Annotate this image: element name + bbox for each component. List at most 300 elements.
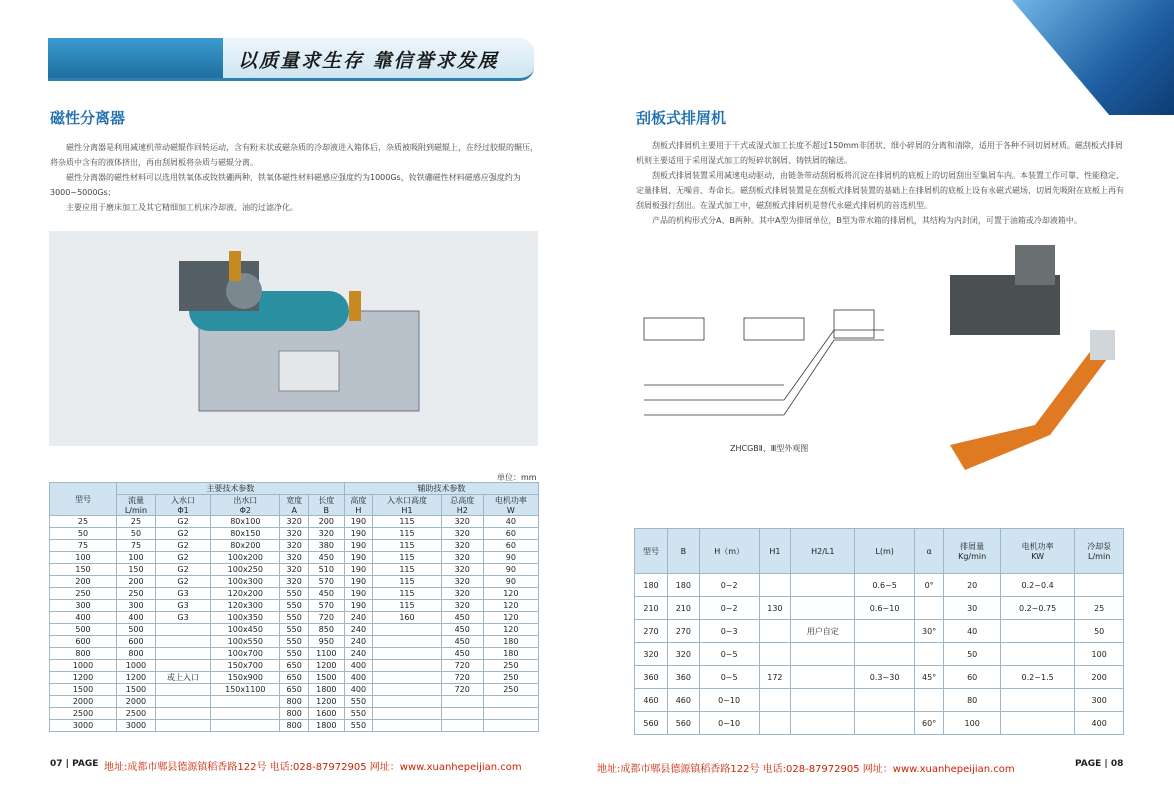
- table-cell: 80x150: [211, 528, 280, 540]
- table-row: [50, 576, 539, 588]
- table-cell: 460: [668, 689, 700, 712]
- table-cell: 400: [50, 612, 117, 624]
- table-cell: 360: [635, 666, 668, 689]
- table-cell: 50: [117, 528, 156, 540]
- table-row: [50, 636, 539, 648]
- table-cell: 600: [50, 636, 117, 648]
- column-header: L(m): [855, 529, 915, 574]
- table-cell: 250: [50, 588, 117, 600]
- table-cell: 320: [441, 516, 483, 528]
- table-cell: [155, 696, 210, 708]
- table-cell: 或上入口: [155, 672, 210, 684]
- chip-conveyor-photo: [945, 235, 1125, 495]
- table-cell: 800: [280, 696, 308, 708]
- table-cell: 190: [344, 528, 372, 540]
- table-cell: 2500: [50, 708, 117, 720]
- table-cell: 300: [50, 600, 117, 612]
- table-cell: [155, 684, 210, 696]
- table-cell: 2000: [117, 696, 156, 708]
- banner-accent-bar: [48, 38, 223, 78]
- table-cell: [483, 708, 538, 720]
- table-cell: 400: [344, 660, 372, 672]
- table-cell: 320: [308, 528, 344, 540]
- table-cell: 1000: [50, 660, 117, 672]
- right-section-title: 刮板式排屑机: [636, 109, 727, 127]
- table-cell: 320: [280, 528, 308, 540]
- table-header-row: [50, 483, 539, 495]
- left-footer-address: 地址:成都市郫县德源镇稻香路122号 电话:028-87972905 网址：www.xuanhepeijian.com: [104, 762, 522, 773]
- magnetic-separator-spec-table: [49, 482, 539, 732]
- right-paragraph-2: 刮板式排屑装置采用减速电动驱动，由链条带动刮屑板将沉淀在排屑机的底板上的切屑刮出至集屑车内。本装置工作可靠、性能稳定、定量排屑、无噪音、寿命长。磁刮板式排屑装置是在刮板式排屑装置的基础上在排屑机的底板上设有永磁式磁场，切屑先吸附在底板上再有刮屑板强行刮出。在湿式加工中，磁刮板式排屑机是替代永磁式排屑机的首选机型。: [636, 171, 1124, 210]
- column-header: B: [668, 529, 700, 574]
- table-cell: [791, 597, 855, 620]
- table-cell: 80x100: [211, 516, 280, 528]
- table-cell: 172: [759, 666, 791, 689]
- table-cell: 115: [373, 540, 442, 552]
- table-cell: 75: [50, 540, 117, 552]
- table-cell: 950: [308, 636, 344, 648]
- table-cell: 0.2~0.75: [1000, 597, 1074, 620]
- table-cell: 190: [344, 600, 372, 612]
- table-cell: 1500: [308, 672, 344, 684]
- table-cell: 240: [344, 648, 372, 660]
- table-row: [50, 612, 539, 624]
- table-cell: 2000: [50, 696, 117, 708]
- table-cell: 0~5: [699, 666, 759, 689]
- table-cell: 45°: [914, 666, 944, 689]
- table-cell: 800: [280, 720, 308, 732]
- table-cell: 100: [1075, 643, 1124, 666]
- table-cell: 100x250: [211, 564, 280, 576]
- column-header: α: [914, 529, 944, 574]
- table-cell: 130: [759, 597, 791, 620]
- table-cell: 550: [280, 648, 308, 660]
- table-cell: 80: [944, 689, 1001, 712]
- table-cell: 600: [117, 636, 156, 648]
- table-cell: [373, 648, 442, 660]
- table-row: [635, 620, 1124, 643]
- table-cell: 570: [308, 600, 344, 612]
- table-cell: 1500: [117, 684, 156, 696]
- table-cell: 115: [373, 564, 442, 576]
- table-cell: 650: [280, 684, 308, 696]
- table-cell: [373, 696, 442, 708]
- table-row: [635, 597, 1124, 620]
- table-cell: [483, 720, 538, 732]
- table-row: [50, 564, 539, 576]
- table-cell: 120: [483, 624, 538, 636]
- column-header: 出水口 Φ2: [211, 495, 280, 516]
- slogan-banner: [48, 38, 534, 81]
- table-row: [50, 720, 539, 732]
- table-cell: 550: [344, 696, 372, 708]
- table-cell: 120: [483, 600, 538, 612]
- table-cell: 240: [344, 624, 372, 636]
- table-cell: 120x200: [211, 588, 280, 600]
- column-header: 流量 L/min: [117, 495, 156, 516]
- table-row: [635, 712, 1124, 735]
- table-cell: 200: [117, 576, 156, 588]
- table-cell: G3: [155, 600, 210, 612]
- table-cell: 180: [483, 636, 538, 648]
- column-header: H2/L1: [791, 529, 855, 574]
- table-cell: 用户自定: [791, 620, 855, 643]
- table-cell: 450: [308, 552, 344, 564]
- table-cell: 100x450: [211, 624, 280, 636]
- table-cell: 50: [944, 643, 1001, 666]
- table-cell: 400: [344, 684, 372, 696]
- table-cell: 120: [483, 612, 538, 624]
- table-cell: 800: [50, 648, 117, 660]
- diagram-caption: ZHCGBⅡ、Ⅲ型外观图: [730, 444, 809, 453]
- table-cell: 320: [441, 540, 483, 552]
- table-row: [50, 648, 539, 660]
- table-cell: 500: [50, 624, 117, 636]
- table-cell: 100x350: [211, 612, 280, 624]
- table-cell: 1200: [308, 696, 344, 708]
- left-page-number: 07 | PAGE: [50, 759, 99, 769]
- table-cell: 40: [483, 516, 538, 528]
- table-cell: 560: [668, 712, 700, 735]
- table-cell: 320: [635, 643, 668, 666]
- table-cell: 550: [280, 600, 308, 612]
- left-paragraph-3: 主要应用于磨床加工及其它精细加工机床冷却液、油的过滤净化。: [66, 203, 298, 212]
- table-cell: 240: [344, 612, 372, 624]
- table-cell: [155, 624, 210, 636]
- table-cell: 720: [441, 672, 483, 684]
- table-cell: 90: [483, 564, 538, 576]
- table-cell: [855, 689, 915, 712]
- table-cell: 400: [117, 612, 156, 624]
- table-cell: 250: [483, 660, 538, 672]
- table-cell: [373, 624, 442, 636]
- column-header: 入水口高度 H1: [373, 495, 442, 516]
- table-cell: 0.2~0.4: [1000, 574, 1074, 597]
- table-cell: 60: [483, 540, 538, 552]
- table-cell: 720: [441, 660, 483, 672]
- table-cell: 2500: [117, 708, 156, 720]
- table-row: [50, 708, 539, 720]
- table-cell: 240: [344, 636, 372, 648]
- table-cell: [791, 689, 855, 712]
- table-cell: 320: [441, 600, 483, 612]
- table-cell: 115: [373, 600, 442, 612]
- table-cell: [759, 574, 791, 597]
- table-cell: 320: [280, 564, 308, 576]
- right-page-number: PAGE | 08: [1075, 759, 1124, 769]
- table-cell: 150x1100: [211, 684, 280, 696]
- table-cell: [759, 712, 791, 735]
- table-cell: 450: [308, 588, 344, 600]
- table-cell: [155, 708, 210, 720]
- table-cell: 190: [344, 540, 372, 552]
- table-cell: 1500: [50, 684, 117, 696]
- table-cell: 115: [373, 576, 442, 588]
- table-row: [50, 660, 539, 672]
- table-cell: 115: [373, 588, 442, 600]
- table-cell: 720: [441, 684, 483, 696]
- table-cell: G2: [155, 564, 210, 576]
- table-cell: 190: [344, 564, 372, 576]
- table-cell: 400: [344, 672, 372, 684]
- table-cell: G2: [155, 528, 210, 540]
- table-cell: 460: [635, 689, 668, 712]
- header-aux-params: 辅助技术参数: [344, 483, 538, 495]
- unit-label: 单位：mm: [497, 473, 537, 482]
- table-cell: 50: [50, 528, 117, 540]
- banner-slogan: 以质量求生存 靠信誉求发展: [238, 50, 499, 72]
- table-cell: 0~10: [699, 689, 759, 712]
- table-cell: 150x700: [211, 660, 280, 672]
- table-cell: 1800: [308, 684, 344, 696]
- table-row: [635, 643, 1124, 666]
- table-cell: 0.6~5: [855, 574, 915, 597]
- table-cell: G2: [155, 576, 210, 588]
- column-header: 型号: [635, 529, 668, 574]
- table-row: [50, 540, 539, 552]
- table-cell: 100x550: [211, 636, 280, 648]
- table-cell: 800: [117, 648, 156, 660]
- left-section-title: 磁性分离器: [50, 109, 126, 127]
- table-cell: [373, 660, 442, 672]
- left-description: [50, 140, 540, 215]
- table-cell: 115: [373, 516, 442, 528]
- table-cell: 100x200: [211, 552, 280, 564]
- table-cell: [211, 696, 280, 708]
- table-cell: 190: [344, 552, 372, 564]
- column-header: H1: [759, 529, 791, 574]
- table-cell: 320: [441, 552, 483, 564]
- table-row: [50, 684, 539, 696]
- table-cell: 510: [308, 564, 344, 576]
- table-cell: 210: [668, 597, 700, 620]
- table-cell: 0~2: [699, 574, 759, 597]
- table-cell: [1000, 689, 1074, 712]
- table-cell: 190: [344, 516, 372, 528]
- table-cell: 450: [441, 648, 483, 660]
- table-cell: 25: [1075, 597, 1124, 620]
- table-cell: 1800: [308, 720, 344, 732]
- column-header: 冷却泵 L/min: [1075, 529, 1124, 574]
- table-cell: 30: [944, 597, 1001, 620]
- table-cell: 0.6~10: [855, 597, 915, 620]
- column-header: 总高度 H2: [441, 495, 483, 516]
- table-cell: 200: [1075, 666, 1124, 689]
- table-cell: 190: [344, 588, 372, 600]
- table-cell: 50: [1075, 620, 1124, 643]
- table-cell: 190: [344, 576, 372, 588]
- table-row: [50, 696, 539, 708]
- table-cell: [855, 712, 915, 735]
- table-cell: 1000: [117, 660, 156, 672]
- table-cell: 850: [308, 624, 344, 636]
- table-cell: 60: [944, 666, 1001, 689]
- table-cell: 180: [668, 574, 700, 597]
- table-row: [50, 624, 539, 636]
- column-header: 电机功率 KW: [1000, 529, 1074, 574]
- table-cell: 320: [441, 528, 483, 540]
- table-cell: [373, 708, 442, 720]
- table-cell: 720: [308, 612, 344, 624]
- table-row: [50, 552, 539, 564]
- column-header: 入水口 Φ1: [155, 495, 210, 516]
- right-footer-address: 地址:成都市郫县德源镇稻香路122号 电话:028-87972905 网址：www.xuanhepeijian.com: [597, 764, 1015, 775]
- table-subheader-row: [50, 495, 539, 516]
- table-cell: 80x200: [211, 540, 280, 552]
- table-cell: [791, 712, 855, 735]
- table-row: [635, 574, 1124, 597]
- table-cell: 550: [280, 612, 308, 624]
- table-cell: 550: [280, 588, 308, 600]
- conveyor-dimension-diagram: [634, 300, 924, 440]
- table-cell: 200: [308, 516, 344, 528]
- table-cell: 90: [483, 552, 538, 564]
- table-cell: 1200: [50, 672, 117, 684]
- table-cell: 320: [280, 552, 308, 564]
- table-cell: [855, 620, 915, 643]
- table-cell: 160: [373, 612, 442, 624]
- table-cell: 200: [50, 576, 117, 588]
- table-cell: 300: [117, 600, 156, 612]
- table-cell: 270: [668, 620, 700, 643]
- table-cell: 450: [441, 636, 483, 648]
- table-cell: G3: [155, 588, 210, 600]
- table-cell: 320: [441, 576, 483, 588]
- table-row: [50, 588, 539, 600]
- table-cell: 60: [483, 528, 538, 540]
- table-row: [635, 666, 1124, 689]
- table-cell: 320: [280, 576, 308, 588]
- table-cell: 3000: [117, 720, 156, 732]
- column-header: 长度 B: [308, 495, 344, 516]
- table-cell: 60°: [914, 712, 944, 735]
- table-cell: 250: [483, 684, 538, 696]
- table-cell: [441, 720, 483, 732]
- table-cell: 40: [944, 620, 1001, 643]
- table-cell: [1000, 620, 1074, 643]
- table-cell: [373, 636, 442, 648]
- table-cell: 100x300: [211, 576, 280, 588]
- table-cell: [211, 708, 280, 720]
- table-cell: [155, 660, 210, 672]
- table-cell: 3000: [50, 720, 117, 732]
- table-cell: 400: [1075, 712, 1124, 735]
- table-cell: 20: [944, 574, 1001, 597]
- right-description: [636, 138, 1126, 228]
- table-cell: 0~3: [699, 620, 759, 643]
- table-cell: 650: [280, 672, 308, 684]
- table-cell: [373, 672, 442, 684]
- table-cell: G2: [155, 516, 210, 528]
- table-cell: 25: [117, 516, 156, 528]
- right-paragraph-3: 产品的机构形式分A、B两种。其中A型为排屑单位，B型为带水箱的排屑机，其结构为内封闭，可置于油箱或冷却液箱中。: [652, 216, 1082, 225]
- table-cell: 30°: [914, 620, 944, 643]
- table-cell: 320: [441, 564, 483, 576]
- table-cell: [759, 643, 791, 666]
- left-paragraph-1: 磁性分离器是利用减速机带动磁辊作回转运动，含有粉末状或磁杂质的冷却液进入箱体后，杂质被吸附到磁辊上，在经过胶辊的辗压，将杂质中含有的液体挤出，再由刮屑板将杂质与磁辊分离。: [50, 143, 538, 167]
- table-cell: 180: [635, 574, 668, 597]
- header-model: 型号: [50, 483, 117, 516]
- table-cell: 570: [308, 576, 344, 588]
- table-cell: [441, 708, 483, 720]
- column-header: 电机功率 W: [483, 495, 538, 516]
- header-main-params: 主要技术参数: [117, 483, 345, 495]
- table-cell: [791, 643, 855, 666]
- table-cell: 100: [944, 712, 1001, 735]
- table-cell: 150: [50, 564, 117, 576]
- table-cell: 25: [50, 516, 117, 528]
- table-cell: 320: [280, 516, 308, 528]
- table-cell: [155, 720, 210, 732]
- table-cell: [914, 597, 944, 620]
- table-cell: [441, 696, 483, 708]
- table-cell: 450: [441, 612, 483, 624]
- table-cell: 550: [344, 720, 372, 732]
- table-cell: 650: [280, 660, 308, 672]
- column-header: H（m）: [699, 529, 759, 574]
- table-row: [50, 600, 539, 612]
- table-cell: 250: [117, 588, 156, 600]
- table-cell: [791, 666, 855, 689]
- table-cell: 210: [635, 597, 668, 620]
- table-cell: 150: [117, 564, 156, 576]
- table-cell: 550: [280, 636, 308, 648]
- table-cell: 320: [280, 540, 308, 552]
- table-cell: 120: [483, 588, 538, 600]
- table-cell: 550: [344, 708, 372, 720]
- table-cell: [914, 643, 944, 666]
- table-cell: 560: [635, 712, 668, 735]
- table-cell: 550: [280, 624, 308, 636]
- table-cell: [759, 689, 791, 712]
- table-cell: 1200: [117, 672, 156, 684]
- table-header-row: [635, 529, 1124, 574]
- column-header: 宽度 A: [280, 495, 308, 516]
- table-cell: 150x900: [211, 672, 280, 684]
- table-cell: 500: [117, 624, 156, 636]
- table-cell: 450: [441, 624, 483, 636]
- column-header: 高度 H: [344, 495, 372, 516]
- table-cell: [855, 643, 915, 666]
- corner-decoration-image: [1012, 0, 1174, 115]
- table-cell: [373, 684, 442, 696]
- table-cell: [791, 574, 855, 597]
- table-row: [635, 689, 1124, 712]
- table-row: [50, 516, 539, 528]
- table-cell: 270: [635, 620, 668, 643]
- table-cell: 1100: [308, 648, 344, 660]
- table-cell: [1000, 643, 1074, 666]
- table-cell: 115: [373, 552, 442, 564]
- table-cell: 320: [668, 643, 700, 666]
- table-cell: 250: [483, 672, 538, 684]
- table-cell: [211, 720, 280, 732]
- table-row: [50, 528, 539, 540]
- table-cell: [373, 720, 442, 732]
- table-cell: 0~2: [699, 597, 759, 620]
- table-cell: 120x300: [211, 600, 280, 612]
- table-cell: [914, 689, 944, 712]
- table-cell: 115: [373, 528, 442, 540]
- table-cell: 0.2~1.5: [1000, 666, 1074, 689]
- table-cell: [155, 648, 210, 660]
- table-cell: 0~10: [699, 712, 759, 735]
- table-cell: 90: [483, 576, 538, 588]
- table-cell: G2: [155, 540, 210, 552]
- table-cell: 0.3~30: [855, 666, 915, 689]
- column-header: 排屑量 Kg/min: [944, 529, 1001, 574]
- table-cell: [1075, 574, 1124, 597]
